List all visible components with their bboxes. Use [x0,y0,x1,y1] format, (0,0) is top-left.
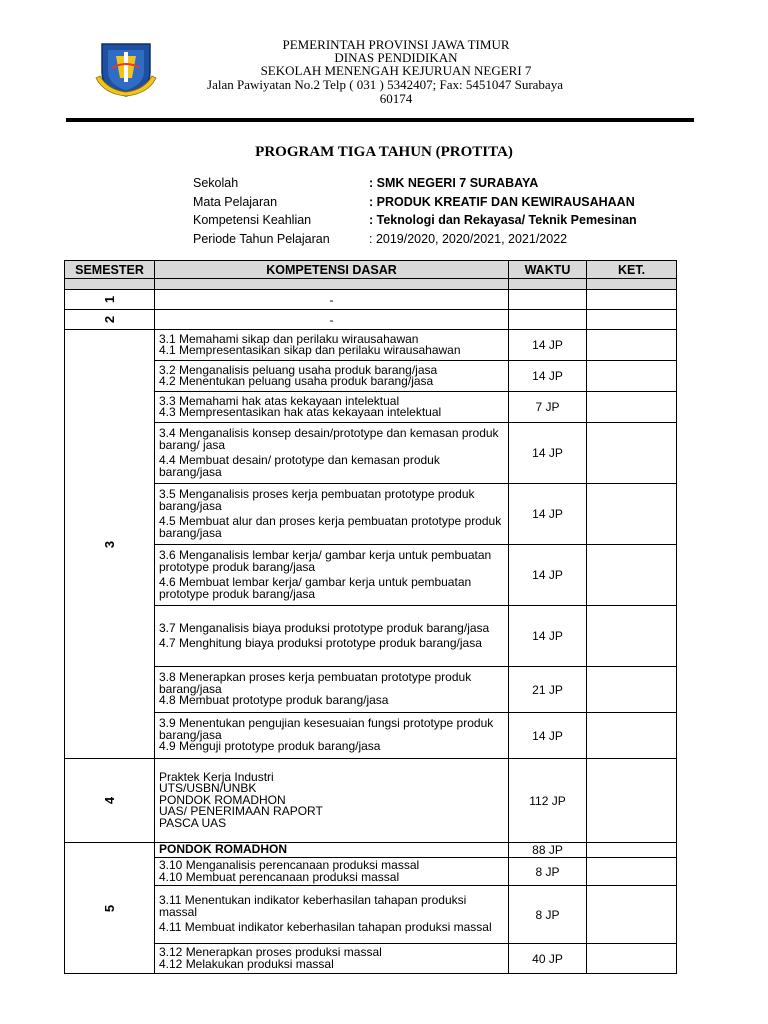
waktu-cell: 14 JP [509,361,587,392]
kd-cell: - [155,310,509,330]
table-row [65,310,677,330]
info-label: Sekolah [193,176,239,190]
info-label: Kompetensi Keahlian [193,213,312,227]
waktu-cell: 8 JP [509,886,587,944]
school-address: Jalan Pawiyatan No.2 Telp ( 031 ) 5342407; Fax: 5451047 Surabaya [207,77,563,92]
waktu-cell: 40 JP [509,944,587,974]
kd-cell: - [155,290,509,310]
protita-table-wrapper [64,260,677,974]
kd-skill: 4.10 Membuat perencanaan produksi massal [159,869,400,884]
kd-skill: 4.6 Membuat lembar kerja/ gambar kerja untuk pembuatan prototype produk barang/jasa [159,575,472,601]
header-keterangan: KET. [587,261,677,279]
waktu-cell [509,310,587,330]
info-value: : 2019/2020, 2020/2021, 2021/2022 [369,231,568,246]
table-row [65,886,677,944]
kd-knowledge: 3.10 Menganalisis perencanaan produksi massal [159,858,420,872]
ket-cell [587,759,677,843]
kd-skill: 4.2 Menentukan peluang usaha produk barang/jasa [159,374,434,388]
postal-code: 60174 [379,91,413,106]
table-row [65,858,677,886]
kd-line: Praktek Kerja Industri [159,769,274,784]
province-emblem-logo [94,38,158,98]
table-row [65,290,677,310]
waktu-cell: 21 JP [509,667,587,713]
waktu-cell: 112 JP [509,759,587,843]
header-kompetensi-dasar: KOMPETENSI DASAR [155,261,509,279]
kd-cell [155,606,509,667]
table-row [65,667,677,713]
ket-cell [587,713,677,759]
semester-number: 3 [101,540,117,548]
ket-cell [587,944,677,974]
kd-knowledge: 3.2 Menganalisis peluang usaha produk barang/jasa [159,362,438,377]
table-row [65,713,677,759]
semester-number: 4 [101,796,117,805]
protita-table [64,260,677,974]
kd-knowledge: 3.7 Menganalisis biaya produksi prototype produk barang/jasa [159,620,490,635]
department-name: DINAS PENDIDIKAN [334,50,458,65]
table-row [65,843,677,858]
waktu-cell: 14 JP [509,545,587,606]
table-row [65,759,677,843]
info-row-sekolah [193,176,713,195]
info-value: : PRODUK KREATIF DAN KEWIRAUSAHAAN [369,194,635,209]
kd-line: PONDOK ROMADHON [159,792,286,807]
kd-cell [155,944,509,974]
government-name: PEMERINTAH PROVINSI JAWA TIMUR [282,37,510,52]
semester-cell [65,330,155,759]
ket-cell [587,361,677,392]
kd-skill: 4.8 Membuat prototype produk barang/jasa [159,693,389,708]
ket-cell [587,290,677,310]
kd-skill: 4.1 Mempresentasikan sikap dan perilaku wirausahawan [159,343,461,357]
ket-cell [587,886,677,944]
waktu-cell: 7 JP [509,392,587,423]
waktu-cell: 14 JP [509,606,587,667]
kd-cell [155,545,509,606]
info-value: : Teknologi dan Rekayasa/ Teknik Pemesinan [369,213,637,227]
kd-knowledge: 3.4 Menganalisis konsep desain/prototype dan kemasan produk barang/ jasa [159,426,499,452]
table-row [65,361,677,392]
letterhead [0,0,768,130]
kd-cell [155,484,509,545]
table-row [65,484,677,545]
ket-cell [587,667,677,713]
ket-cell [587,606,677,667]
table-header-row [65,261,677,279]
kd-skill: 4.3 Mempresentasikan hak atas kekayaan intelektual [159,405,442,419]
table-row [65,606,677,667]
semester-cell [65,310,155,330]
kd-cell [155,361,509,392]
waktu-cell: 14 JP [509,330,587,361]
kd-knowledge: 3.3 Memahami hak atas kekayaan intelektual [159,393,400,408]
kd-skill: 4.12 Melakukan produksi massal [159,956,334,971]
kd-skill: 4.4 Membuat desain/ prototype dan kemasan produk barang/jasa [159,453,440,479]
kd-cell [155,886,509,944]
blank-row [65,279,677,290]
kd-cell [155,423,509,484]
kd-knowledge: 3.12 Menerapkan proses produksi massal [159,945,382,959]
info-row-kompetensi [193,213,713,232]
semester-cell [65,759,155,843]
semester-cell [65,290,155,310]
info-row-mapel [193,195,713,214]
semester-number: 5 [101,904,117,912]
table-row [65,944,677,974]
kd-cell: PONDOK ROMADHON [155,843,509,858]
kd-knowledge: 3.1 Memahami sikap dan perilaku wirausahawan [159,331,419,346]
kd-knowledge: 3.5 Menganalisis proses kerja pembuatan prototype produk barang/jasa [159,487,475,513]
header-waktu: WAKTU [509,261,587,279]
kd-line: PASCA UAS [159,815,227,830]
kd-skill: 4.5 Membuat alur dan proses kerja pembuatan prototype produk barang/jasa [159,514,502,540]
info-value: : SMK NEGERI 7 SURABAYA [369,176,539,190]
kd-knowledge: 3.11 Menentukan indikator keberhasilan tahapan produksi massal [159,893,467,919]
ket-cell [587,843,677,858]
ket-cell [587,545,677,606]
document-title: PROGRAM TIGA TAHUN (PROTITA) [255,144,513,160]
kd-skill: 4.7 Menghitung biaya produksi prototype produk barang/jasa [159,636,482,650]
ket-cell [587,330,677,361]
table-row [65,545,677,606]
info-row-periode [193,232,713,251]
header-semester: SEMESTER [65,261,155,279]
ket-cell [587,392,677,423]
waktu-cell: 14 JP [509,423,587,484]
ket-cell [587,484,677,545]
kd-knowledge: 3.6 Menganalisis lembar kerja/ gambar kerja untuk pembuatan prototype produk barang/jasa [159,548,492,574]
info-label: Mata Pelajaran [193,194,278,209]
ket-cell [587,858,677,886]
info-label: Periode Tahun Pelajaran [193,231,330,246]
waktu-cell: 88 JP [509,843,587,858]
ket-cell [587,310,677,330]
kd-cell [155,330,509,361]
waktu-cell: 8 JP [509,858,587,886]
waktu-cell [509,290,587,310]
school-name: SEKOLAH MENENGAH KEJURUAN NEGERI 7 [260,63,532,78]
kd-skill: 4.11 Membuat indikator keberhasilan tahapan produksi massal [159,920,492,935]
semester-number: 2 [101,315,117,324]
table-row [65,423,677,484]
kd-cell [155,759,509,843]
kd-line: UAS/ PENERIMAAN RAPORT [159,804,323,819]
kd-skill: 4.9 Menguji prototype produk barang/jasa [159,739,381,754]
kd-cell [155,713,509,759]
kd-cell [155,667,509,713]
kd-cell [155,858,509,886]
kd-line: UTS/USBN/UNBK [159,781,257,796]
table-row [65,392,677,423]
waktu-cell: 14 JP [509,713,587,759]
info-block [193,176,713,250]
table-row [65,330,677,361]
semester-number: 1 [101,295,117,304]
kd-knowledge: 3.8 Menerapkan proses kerja pembuatan prototype produk barang/jasa [159,670,472,696]
ket-cell [587,423,677,484]
kd-cell [155,392,509,423]
kd-knowledge: 3.9 Menentukan pengujian kesesuaian fungsi prototype produk barang/jasa [159,716,494,742]
waktu-cell: 14 JP [509,484,587,545]
header-divider [66,118,694,122]
semester-cell [65,843,155,974]
